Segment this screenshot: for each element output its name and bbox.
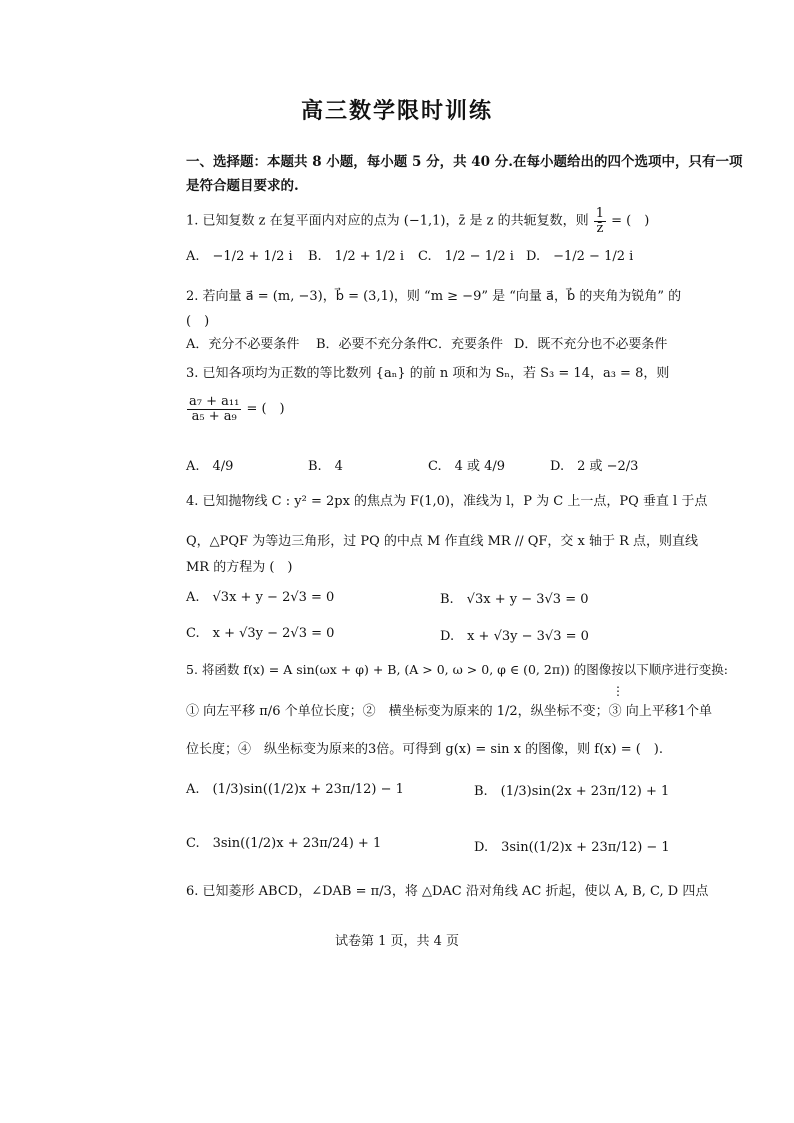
q5-option-a: A. (1/3)sin((1/2)x + 23π/12) − 1 bbox=[186, 782, 404, 797]
section-heading-line1: 一、选择题：本题共 8 小题，每小题 5 分，共 40 分.在每小题给出的四个选项中，只有一项 bbox=[186, 154, 743, 170]
q4-option-c: C. x + √3y − 2√3 = 0 bbox=[186, 626, 335, 641]
q5-option-d: D. 3sin((1/2)x + 23π/12) − 1 bbox=[474, 840, 670, 855]
page-title: 高三数学限时训练 bbox=[300, 98, 493, 124]
q6-line1: 6. 已知菱形 ABCD，∠DAB = π/3，将 △DAC 沿对角线 AC 折起，使以 A, B, C, D 四点 bbox=[186, 884, 709, 899]
q3-stem: 3. 已知各项均为正数的等比数列 {aₙ} 的前 n 项和为 Sₙ，若 S₃ = 14，a₃ = 8，则 bbox=[186, 366, 670, 381]
q5-line2: ① 向左平移 π/6 个单位长度；② 横坐标变为原来的 1/2，纵坐标不变；③ 向上平移1个单 bbox=[186, 704, 713, 719]
q3-fraction bbox=[187, 395, 241, 423]
q3-option-b: B. 4 bbox=[308, 459, 343, 474]
q5-option-b: B. (1/3)sin(2x + 23π/12) + 1 bbox=[474, 784, 670, 799]
stray-mark: ⋮ bbox=[612, 684, 624, 698]
q1-frac-den: z̄ bbox=[596, 220, 604, 236]
q4-option-d: D. x + √3y − 3√3 = 0 bbox=[440, 629, 589, 644]
q1-option-a: A. −1/2 + 1/2 i bbox=[186, 249, 293, 264]
q5-line1: 5. 将函数 f(x) = A sin(ωx + φ) + B, (A > 0, ω > 0, φ ∈ (0, 2π)) 的图像按以下顺序进行变换: bbox=[186, 662, 728, 677]
q3-option-c: C. 4 或 4/9 bbox=[428, 459, 506, 474]
section-heading-line2: 是符合题目要求的. bbox=[186, 178, 299, 194]
q1-option-b: B. 1/2 + 1/2 i bbox=[308, 249, 404, 264]
q1-frac-num: 1 bbox=[595, 206, 605, 221]
q3-expression bbox=[186, 395, 285, 423]
q2-paren: ( ) bbox=[186, 314, 210, 329]
q3-option-d: D. 2 或 −2/3 bbox=[550, 459, 639, 474]
q4-option-b: B. √3x + y − 3√3 = 0 bbox=[440, 592, 589, 607]
q2-stem: 2. 若向量 a⃗ = (m, −3)，b⃗ = (3,1)，则 “m ≥ −9” 是 “向量 a⃗，b⃗ 的夹角为锐角” 的 bbox=[186, 289, 682, 304]
q4-option-a: A. √3x + y − 2√3 = 0 bbox=[186, 590, 335, 605]
q1-stem-text: 1. 已知复数 z 在复平面内对应的点为 (−1,1)，z̄ 是 z 的共轭复数，则 bbox=[186, 213, 589, 229]
q3-stem-end: = ( ) bbox=[246, 401, 285, 417]
page-footer: 试卷第 1 页，共 4 页 bbox=[334, 934, 460, 949]
q1-fraction bbox=[594, 207, 606, 235]
q4-line2: Q，△PQF 为等边三角形，过 PQ 的中点 M 作直线 MR // QF，交 x 轴于 R 点，则直线 bbox=[186, 534, 699, 549]
q2-option-c: C．充要条件 bbox=[428, 337, 503, 352]
q5-option-c: C. 3sin((1/2)x + 23π/24) + 1 bbox=[186, 836, 382, 851]
q3-frac-den: a₅ + a₉ bbox=[191, 408, 237, 424]
q4-line1: 4. 已知抛物线 C : y² = 2px 的焦点为 F(1,0)，准线为 l，P 为 C 上一点，PQ 垂直 l 于点 bbox=[186, 494, 708, 509]
q1-option-d: D. −1/2 − 1/2 i bbox=[526, 249, 634, 264]
q4-line3: MR 的方程为 ( ) bbox=[186, 560, 293, 575]
q2-option-a: A．充分不必要条件 bbox=[186, 337, 300, 352]
q2-option-b: B．必要不充分条件 bbox=[316, 337, 430, 352]
q3-frac-num: a₇ + a₁₁ bbox=[189, 394, 240, 409]
q5-line3: 位长度；④ 纵坐标变为原来的3倍。可得到 g(x) = sin x 的图像，则 f(x) = ( ). bbox=[186, 742, 664, 757]
q3-option-a: A. 4/9 bbox=[186, 459, 234, 474]
q1-stem bbox=[186, 207, 649, 235]
q1-stem-end: = ( ) bbox=[611, 213, 650, 229]
q2-option-d: D．既不充分也不必要条件 bbox=[514, 337, 668, 352]
q1-option-c: C. 1/2 − 1/2 i bbox=[418, 249, 514, 264]
